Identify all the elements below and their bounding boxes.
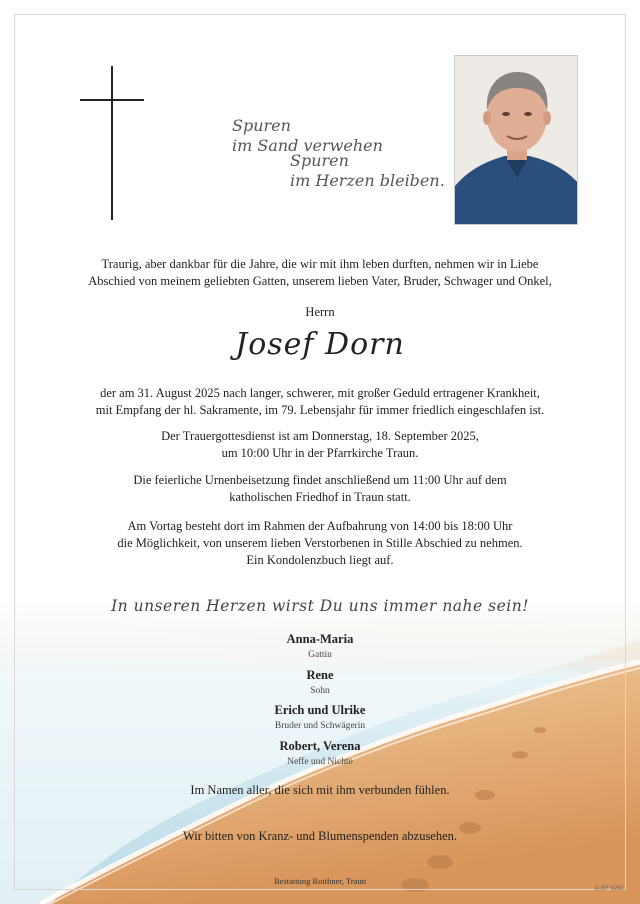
mourner-name: Robert, Verena [279,739,361,753]
death-notice-line-2: mit Empfang der hl. Sakramente, im 79. Lebensjahr für immer friedlich eingeschlafen ist. [95,403,545,417]
death-notice [40,385,600,419]
mourner-relation: Bruder und Schwägerin [274,721,366,731]
viewing-info [40,518,600,569]
cross-icon-vertical [111,66,113,220]
form-code: G-EF 9262 [594,886,624,892]
mourner-4 [40,739,600,767]
flower-request-text: Wir bitten von Kranz- und Blumenspenden abzusehen. [182,829,458,843]
intro-text [40,256,600,290]
mourner-name: Rene [306,668,334,682]
undertaker-credit: Bestattung Roithner, Traun [274,876,366,886]
deceased-name: Josef Dorn [235,327,405,362]
poem-line-1: Spuren [232,116,291,135]
mourner-relation: Sohn [310,686,330,696]
poem-line-2: im Sand verwehen [232,136,383,155]
mourner-relation: Neffe und Nichte [287,757,353,767]
mourner-name: Anna-Maria [286,632,354,646]
service-line-1: Der Trauergottesdienst ist am Donnerstag, 18. September 2025, [161,429,479,443]
salutation: Herrn [305,305,335,319]
service-info [40,428,600,462]
burial-line-1: Die feierliche Urnenbeisetzung findet anschließend um 11:00 Uhr auf dem [133,473,507,487]
burial-line-2: katholischen Friedhof in Traun statt. [229,490,411,504]
service-line-2: um 10:00 Uhr in der Pfarrkirche Traun. [221,446,419,460]
burial-info [40,472,600,506]
cross-icon-horizontal [80,99,144,101]
mourner-name: Erich und Ulrike [274,703,366,717]
closing-text: Im Namen aller, die sich mit ihm verbunden fühlen. [190,783,450,797]
viewing-line-1: Am Vortag besteht dort im Rahmen der Aufbahrung von 14:00 bis 18:00 Uhr [127,519,513,533]
portrait-photo [454,55,578,225]
intro-line-1: Traurig, aber dankbar für die Jahre, die wir mit ihm leben durften, nehmen wir in Liebe [101,257,539,271]
mourner-2 [40,668,600,696]
intro-line-2: Abschied von meinem geliebten Gatten, unserem lieben Vater, Bruder, Schwager und Onkel, [88,274,552,288]
mourner-3 [40,703,600,731]
motto: In unseren Herzen wirst Du uns immer nahe sein! [111,597,529,615]
death-notice-line-1: der am 31. August 2025 nach langer, schwerer, mit großer Geduld ertragener Krankheit, [100,386,540,400]
viewing-line-2: die Möglichkeit, von unserem lieben Verstorbenen in Stille Abschied zu nehmen. [117,536,523,550]
poem-line-3: Spuren [290,151,349,170]
poem-line-4: im Herzen bleiben. [290,171,445,190]
viewing-line-3: Ein Kondolenzbuch liegt auf. [246,553,394,567]
mourner-relation: Gattin [308,650,332,660]
portrait-illustration [455,56,578,225]
mourner-1 [40,632,600,660]
